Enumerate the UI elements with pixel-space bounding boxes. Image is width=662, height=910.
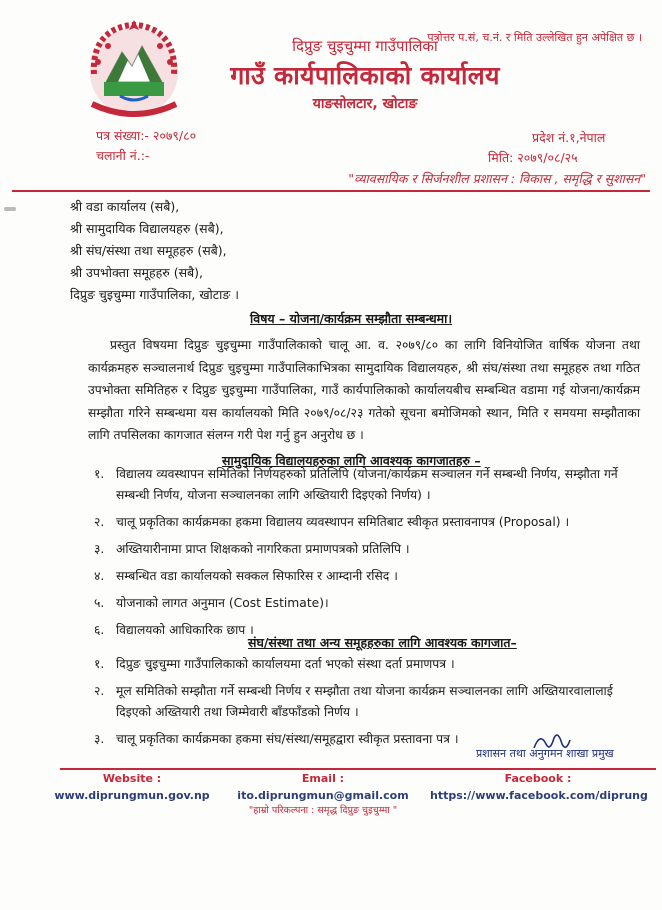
item-number: ३. — [94, 542, 105, 556]
item-text: चालू प्रकृतिका कार्यक्रमका हकमा संघ/संस्था/समूहद्वारा स्वीकृत प्रस्तावना पत्र । — [116, 732, 459, 746]
footer-website — [52, 772, 212, 802]
punch-mark — [4, 207, 16, 211]
reply-note: पत्रोत्तर प.सं, च.नं. र मिति उल्लेखित हुन अपेक्षित छ । — [427, 31, 642, 44]
item-text: दिप्रुङ चुइचुम्मा गाउँपालिकाको कार्यालयमा दर्ता भएको संस्था दर्ता प्रमाणपत्र । — [116, 657, 455, 671]
list-item — [94, 654, 644, 675]
office-address: याङसोलटार, खोटाङ — [312, 96, 418, 112]
item-text: विद्यालय व्यवस्थापन समितिको निर्णयहरुको प्रतिलिपि (योजना/कार्यक्रम सञ्चालन गर्ने सम्बन्धी निर्णय, सम्झौता गर्ने सम्बन्धी निर्णय, योजना सञ्चालनका लागि अख्तियारी दिइएको निर्णय) । — [116, 467, 618, 502]
list-item — [94, 566, 644, 587]
province: प्रदेश नं.१,नेपाल — [532, 130, 606, 145]
municipality-name: दिप्रुङ चुइचुम्मा गाउँपालिका — [292, 37, 438, 55]
vision-tagline: "हाम्रो परिकल्पना : समृद्ध दिप्रुङ चुइचुम्मा " — [248, 805, 398, 816]
header-divider — [12, 190, 650, 192]
recipient-line: श्री उपभोक्ता समूहहरु (सबै), — [70, 265, 204, 280]
recipient-line: दिप्रुङ चुइचुम्मा गाउँपालिका, खोटाङ । — [70, 287, 239, 302]
signatory-title: प्रशासन तथा अनुगमन शाखा प्रमुख — [476, 747, 614, 760]
list-item — [94, 593, 644, 614]
item-number: १. — [94, 467, 105, 481]
list-item — [94, 681, 644, 723]
email-link[interactable]: ito.diprungmun@gmail.com — [237, 789, 409, 802]
item-number: ५. — [94, 596, 105, 610]
nepal-emblem-icon — [84, 12, 184, 122]
item-number: २. — [94, 515, 105, 529]
reference-block — [96, 126, 196, 166]
email-label: Email : — [301, 772, 345, 785]
dispatch-number: चलानी नं.:- — [96, 148, 150, 163]
list-item — [94, 539, 644, 560]
website-link[interactable]: www.diprungmun.gov.np — [54, 789, 210, 802]
orgs-section-title: संघ/संस्था तथा अन्य समूहहरुका लागि आवश्यक कागजात– — [248, 635, 517, 650]
office-name: गाउँ कार्यपालिकाको कार्यालय — [230, 61, 500, 90]
footer-facebook — [430, 772, 646, 802]
footer-divider — [60, 768, 656, 770]
facebook-link[interactable]: https://www.facebook.com/diprung — [430, 789, 648, 802]
recipient-line: श्री संघ/संस्था तथा समूहहरु (सबै), — [70, 243, 227, 258]
list-item — [94, 512, 644, 533]
motto: "व्यावसायिक र सिर्जनशील प्रशासन : विकास , समृद्धि र सुशासन" — [348, 171, 646, 186]
schools-document-list — [94, 464, 644, 647]
item-number: २. — [94, 684, 105, 698]
recipient-line: श्री वडा कार्यालय (सबै), — [70, 199, 180, 214]
item-number: ३. — [94, 732, 105, 746]
letter-subject: विषय – योजना/कार्यक्रम सम्झौता सम्बन्धमा। — [250, 311, 453, 326]
facebook-label: Facebook : — [504, 772, 572, 785]
item-text: सम्बन्धित वडा कार्यालयको सक्कल सिफारिस र आम्दानी रसिद । — [116, 569, 398, 583]
footer-email — [228, 772, 418, 816]
recipient-list — [70, 196, 239, 306]
recipient-line: श्री सामुदायिक विद्यालयहरु (सबै), — [70, 221, 224, 236]
item-number: ६. — [94, 623, 105, 637]
schools-section-title: सामुदायिक विद्यालयहरुका लागि आवश्यक कागजातहरु – — [222, 453, 481, 468]
item-text: अख्तियारीनामा प्राप्त शिक्षकको नागरिकता प्रमाणपत्रको प्रतिलिपि । — [116, 542, 410, 556]
item-text: चालू प्रकृतिका कार्यक्रमका हकमा विद्यालय व्यवस्थापन समितिबाट स्वीकृत प्रस्तावनापत्र (Proposal) । — [116, 515, 570, 529]
item-number: १. — [94, 657, 105, 671]
date-block — [488, 128, 638, 168]
website-label: Website : — [102, 772, 162, 785]
item-text: योजनाको लागत अनुमान (Cost Estimate)। — [116, 596, 329, 610]
body-paragraph: प्रस्तुत विषयमा दिप्रुङ चुइचुम्मा गाउँपालिकाको चालू आ. व. २०७९/८० का लागि विनियोजित वार्षिक योजना तथा कार्यक्रमहरु सञ्चालनार्थ दिप्रुङ चुइचुम्मा गाउँपालिकाभित्रका सामुदायिक विद्यालयहरु, श्री संघ/संस्था तथा समूहहरु तथा गठित उपभोक्ता समितिहरु र दिप्रुङ चुइचुम्मा गाउँपालिका, गाउँ कार्यपालिकाको कार्यालयबीच सम्बन्धित वडामा गई योजना/कार्यक्रम सम्झौता गरिने सम्बन्धमा यस कार्यालयको मिति २०७९/०८/२३ गतेको सूचना बमोजिमको स्थान, मिति र समयमा सम्झौताका लागि तपसिलका कागजात संलग्न गरी पेश गर्नु हुन अनुरोध छ । — [88, 338, 640, 442]
letter-date: मिति: २०७९/०८/२५ — [488, 150, 578, 165]
letter-number: पत्र संख्या:- २०७९/८० — [96, 128, 197, 143]
item-number: ४. — [94, 569, 105, 583]
item-text: मूल समितिको सम्झौता गर्ने सम्बन्धी निर्णय र सम्झौता तथा योजना कार्यक्रम सञ्चालनका लागि अख्तियारवालालाई दिइएको अख्तियारी तथा जिम्मेवारी बाँडफाँडको निर्णय । — [116, 684, 613, 719]
item-text: विद्यालयको आधिकारिक छाप । — [116, 623, 254, 637]
letterhead — [200, 36, 530, 113]
list-item — [94, 464, 644, 506]
